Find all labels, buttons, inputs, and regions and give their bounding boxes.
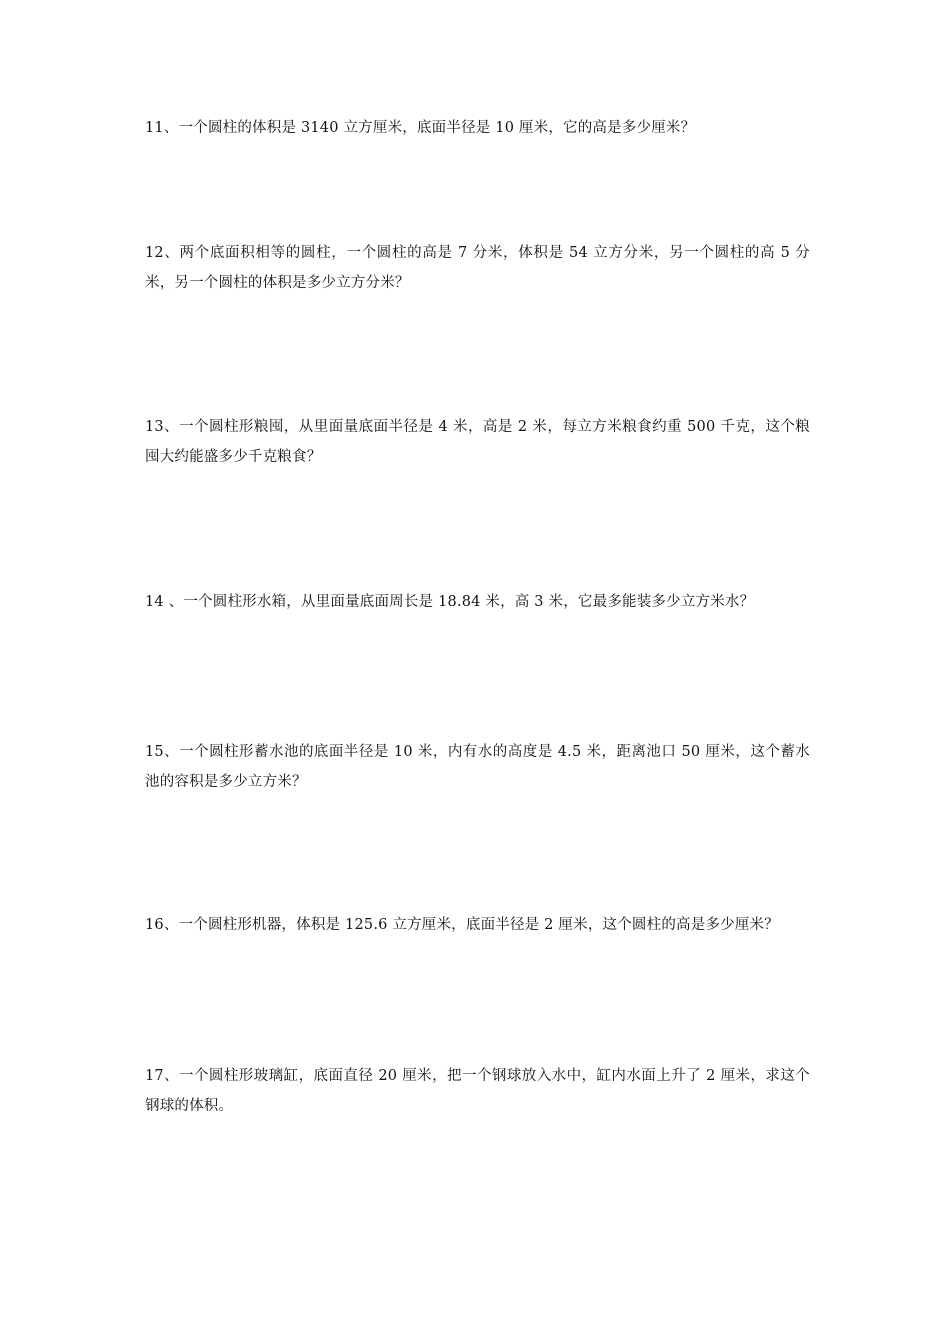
question-15: 15、一个圆柱形蓄水池的底面半径是 10 米，内有水的高度是 4.5 米，距离池口 50 厘米，这个蓄水池的容积是多少立方米？ bbox=[145, 744, 810, 790]
question-12: 12、两个底面积相等的圆柱，一个圆柱的高是 7 分米，体积是 54 立方分米，另一个圆柱的高 5 分米，另一个圆柱的体积是多少立方分米？ bbox=[145, 245, 810, 291]
question-16: 16、一个圆柱形机器，体积是 125.6 立方厘米，底面半径是 2 厘米，这个圆柱的高是多少厘米？ bbox=[145, 917, 779, 933]
question-17: 17、一个圆柱形玻璃缸，底面直径 20 厘米，把一个钢球放入水中，缸内水面上升了 2 厘米，求这个钢球的体积。 bbox=[145, 1068, 810, 1114]
question-11: 11、一个圆柱的体积是 3140 立方厘米，底面半径是 10 厘米，它的高是多少厘米？ bbox=[145, 120, 696, 136]
question-13: 13、一个圆柱形粮囤，从里面量底面半径是 4 米，高是 2 米，每立方米粮食约重 500 千克，这个粮囤大约能盛多少千克粮食？ bbox=[145, 419, 810, 465]
question-14: 14 、一个圆柱形水箱，从里面量底面周长是 18.84 米，高 3 米，它最多能装多少立方米水？ bbox=[145, 594, 755, 610]
